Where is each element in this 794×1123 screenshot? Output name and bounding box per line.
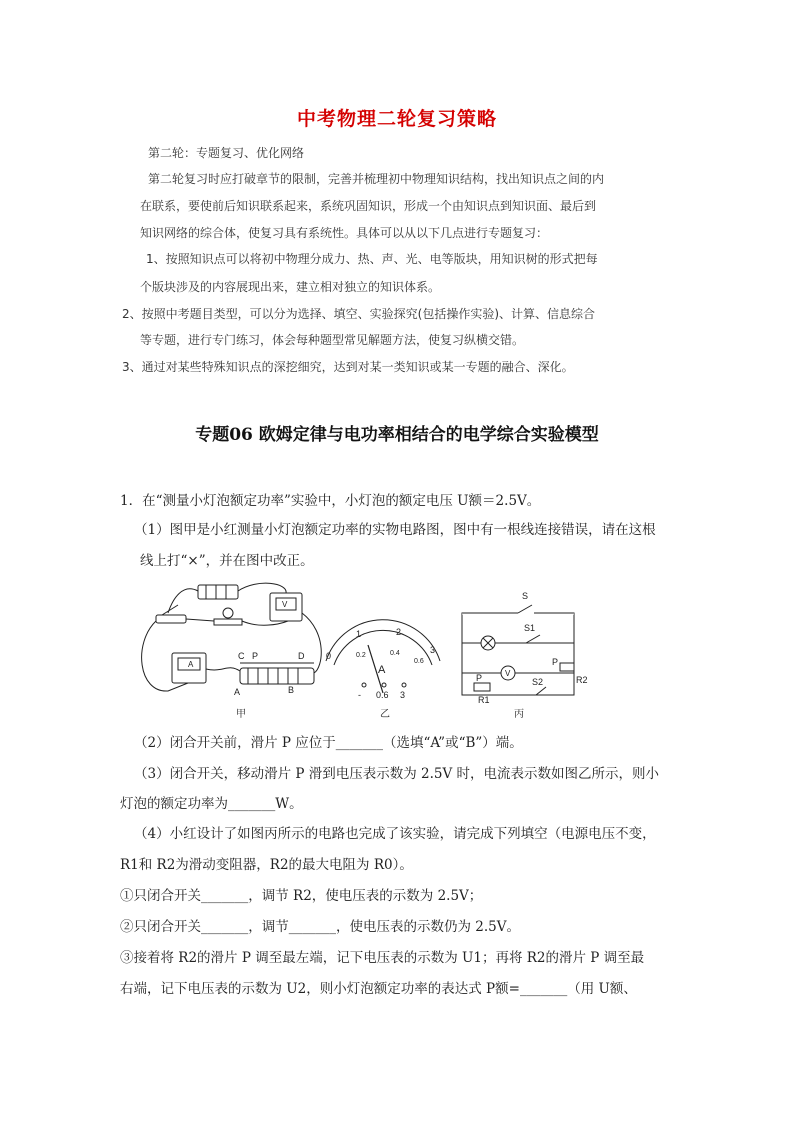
question-line-6: 灯泡的额定功率为_______W。 xyxy=(120,796,303,812)
yi-tick-0-6: 0.6 xyxy=(414,658,424,665)
bing-label-s1: S1 xyxy=(524,623,536,633)
yi-terminal-3: 3 xyxy=(400,690,406,700)
yi-tick-1: 1 xyxy=(356,629,362,639)
question-line-4: （2）闭合开关前，滑片 P 应位于_______（选填“A”或“B”）端。 xyxy=(134,735,523,751)
bing-label-r2: R2 xyxy=(576,675,588,685)
strategy-line-4: 知识网络的综合体，使复习具有系统性。具体可以从以下几点进行专题复习： xyxy=(140,226,549,240)
question-line-10: ②只闭合开关_______，调节_______，使电压表的示数仍为 2.5V。 xyxy=(120,919,521,935)
yi-tick-0: 0 xyxy=(326,651,332,661)
jia-label-a: A xyxy=(234,687,241,697)
jia-label-d: D xyxy=(298,651,305,661)
figure-yi xyxy=(326,620,440,693)
strategy-line-7: 2、按照中考题目类型，可以分为选择、填空、实验探究(包括操作实验)、计算、信息综合 xyxy=(122,307,596,321)
bing-label-s: S xyxy=(522,591,529,601)
yi-terminal-minus: - xyxy=(358,690,361,700)
bing-label-p-right: P xyxy=(552,657,559,667)
caption-yi: 乙 xyxy=(380,709,390,720)
strategy-line-8: 等专题，进行专门练习，体会每种题型常见解题方法，使复习纵横交错。 xyxy=(140,333,525,347)
bing-label-p-left: P xyxy=(476,673,483,683)
strategy-line-2: 第二轮复习时应打破章节的限制，完善并梳理初中物理知识结构，找出知识点之间的内 xyxy=(148,172,605,186)
yi-tick-3: 3 xyxy=(430,645,436,655)
caption-jia: 甲 xyxy=(236,709,246,720)
question-line-5: （3）闭合开关，移动滑片 P 滑到电压表示数为 2.5V 时，电流表示数如图乙所示，则小 xyxy=(134,766,660,782)
jia-label-b: B xyxy=(288,685,295,695)
circuit-figure xyxy=(128,573,598,723)
jia-label-p: P xyxy=(252,651,259,661)
figure-jia xyxy=(142,583,322,691)
question-line-11: ③接着将 R2的滑片 P 调至最左端，记下电压表的示数为 U1；再将 R2的滑片 P 调至最 xyxy=(120,950,645,966)
strategy-line-5: 1、按照知识点可以将初中物理分成力、热、声、光、电等版块，用知识树的形式把每 xyxy=(146,252,598,266)
question-line-7: （4）小红设计了如图丙所示的电路也完成了该实验，请完成下列填空（电源电压不变， xyxy=(134,826,656,842)
yi-unit: A xyxy=(378,664,386,676)
jia-label-c: C xyxy=(238,651,245,661)
yi-tick-2: 2 xyxy=(396,627,402,637)
strategy-line-9: 3、通过对某些特殊知识点的深挖细究，达到对某一类知识或某一专题的融合、深化。 xyxy=(122,360,574,374)
yi-terminal-0-6: 0.6 xyxy=(376,690,389,700)
yi-tick-0-2: 0.2 xyxy=(356,652,366,659)
question-line-3: 线上打“×”，并在图中改正。 xyxy=(140,553,314,569)
strategy-line-3: 在联系，要使前后知识联系起来，系统巩固知识，形成一个由知识点到知识面、最后到 xyxy=(140,199,597,213)
jia-ammeter-label: A xyxy=(188,660,194,669)
strategy-line-6: 个版块涉及的内容展现出来，建立相对独立的知识体系。 xyxy=(140,280,441,294)
question-line-8: R1和 R2为滑动变阻器，R2的最大电阻为 R0）。 xyxy=(120,857,413,873)
jia-voltmeter-label: V xyxy=(282,600,288,609)
bing-voltmeter-label: V xyxy=(505,669,511,678)
question-line-2: （1）图甲是小红测量小灯泡额定功率的实物电路图，图中有一根线连接错误，请在这根 xyxy=(134,522,656,538)
question-line-12: 右端，记下电压表的示数为 U2，则小灯泡额定功率的表达式 P额=_______（用 U额、 xyxy=(120,981,637,997)
question-line-9: ①只闭合开关_______，调节 R2，使电压表的示数为 2.5V； xyxy=(120,888,483,904)
page-title: 中考物理二轮复习策略 xyxy=(296,108,497,130)
strategy-line-1: 第二轮：专题复习、优化网络 xyxy=(148,146,305,160)
bing-label-s2: S2 xyxy=(532,677,544,687)
question-line-1: 1．在“测量小灯泡额定功率”实验中，小灯泡的额定电压 U额＝2.5V。 xyxy=(120,493,541,509)
section-heading: 专题06 欧姆定律与电功率相结合的电学综合实验模型 xyxy=(195,425,599,445)
bing-label-r1: R1 xyxy=(478,695,490,705)
yi-tick-0-4: 0.4 xyxy=(390,650,400,657)
caption-bing: 丙 xyxy=(514,709,524,720)
